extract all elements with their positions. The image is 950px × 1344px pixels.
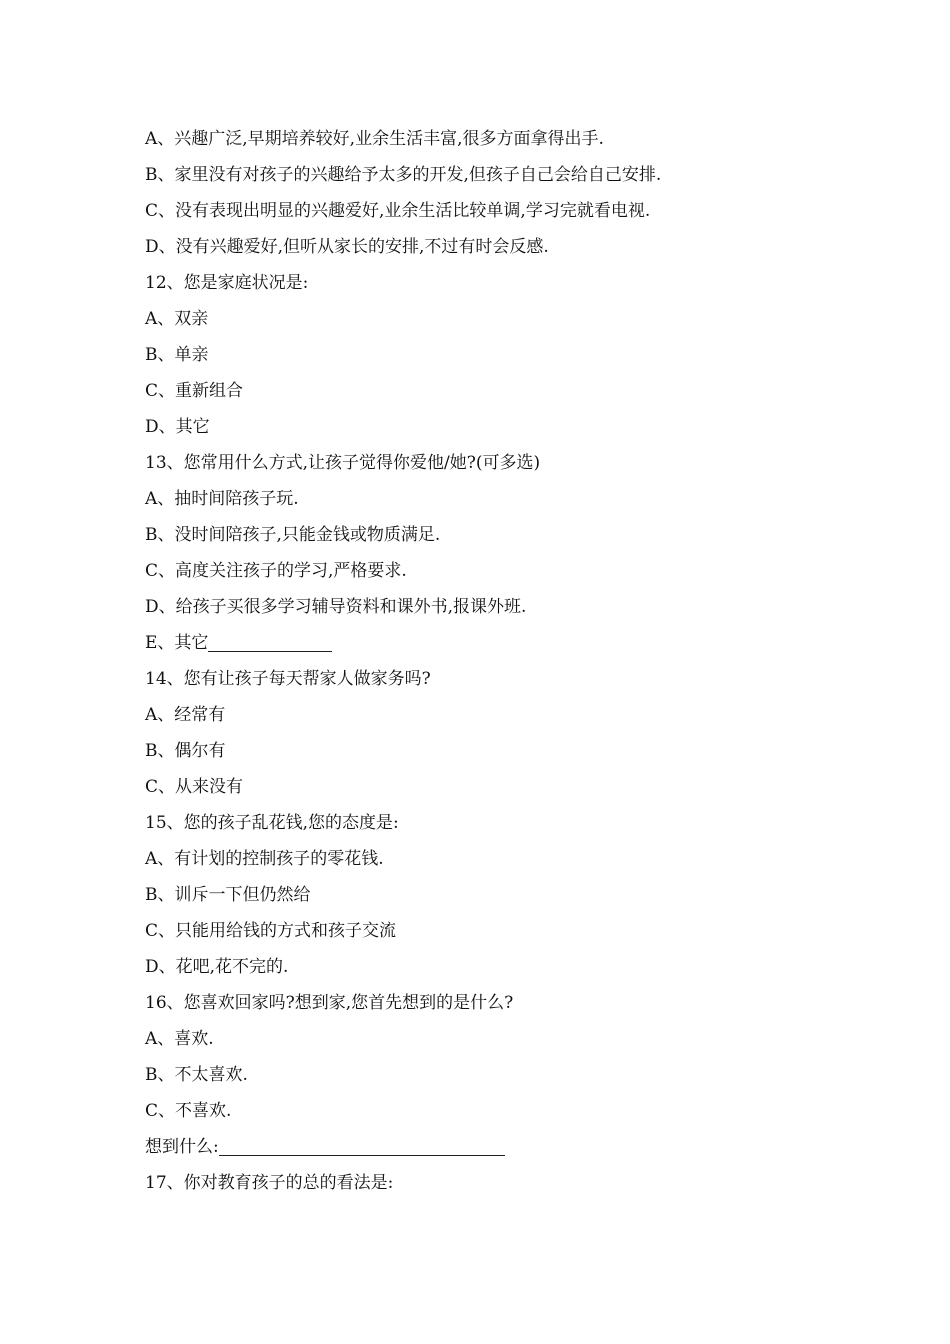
option-line: D、没有兴趣爱好,但听从家长的安排,不过有时会反感.: [145, 237, 549, 257]
option-line: C、不喜欢.: [145, 1101, 232, 1121]
option-line: B、单亲: [145, 345, 209, 365]
option-line: C、高度关注孩子的学习,严格要求.: [145, 561, 407, 581]
option-line: D、花吧,花不完的.: [145, 957, 289, 977]
option-line-with-blank: [145, 625, 865, 661]
questionnaire-body: [145, 121, 865, 1201]
answer-line-with-blank: [145, 1129, 865, 1165]
option-line: A、抽时间陪孩子玩.: [145, 489, 299, 509]
option-line: A、双亲: [145, 309, 209, 329]
question-13: 13、您常用什么方式,让孩子觉得你爱他/她?(可多选): [145, 453, 541, 473]
fill-in-blank[interactable]: [219, 1135, 505, 1156]
option-line: C、没有表现出明显的兴趣爱好,业余生活比较单调,学习完就看电视.: [145, 201, 651, 221]
question-16: 16、您喜欢回家吗?想到家,您首先想到的是什么?: [145, 993, 514, 1013]
option-line: A、有计划的控制孩子的零花钱.: [145, 849, 384, 869]
option-line: A、喜欢.: [145, 1029, 214, 1049]
option-line: B、偶尔有: [145, 741, 226, 761]
option-line: D、其它: [145, 417, 210, 437]
option-line: B、没时间陪孩子,只能金钱或物质满足.: [145, 525, 441, 545]
fill-in-blank[interactable]: [208, 631, 332, 652]
option-line: C、从来没有: [145, 777, 244, 797]
option-line: C、重新组合: [145, 381, 244, 401]
option-line: B、不太喜欢.: [145, 1065, 248, 1085]
option-line: A、经常有: [145, 705, 226, 725]
question-17: 17、你对教育孩子的总的看法是:: [145, 1173, 394, 1193]
option-line: B、家里没有对孩子的兴趣给予太多的开发,但孩子自己会给自己安排.: [145, 165, 662, 185]
option-label: E、其它: [145, 633, 209, 653]
option-line: A、兴趣广泛,早期培养较好,业余生活丰富,很多方面拿得出手.: [145, 129, 604, 149]
option-line: B、训斥一下但仍然给: [145, 885, 311, 905]
question-15: 15、您的孩子乱花钱,您的态度是:: [145, 813, 399, 833]
option-line: D、给孩子买很多学习辅导资料和课外书,报课外班.: [145, 597, 527, 617]
option-line: C、只能用给钱的方式和孩子交流: [145, 921, 397, 941]
question-14: 14、您有让孩子每天帮家人做家务吗?: [145, 669, 431, 689]
question-12: 12、您是家庭状况是:: [145, 273, 309, 293]
answer-label: 想到什么:: [145, 1137, 219, 1157]
